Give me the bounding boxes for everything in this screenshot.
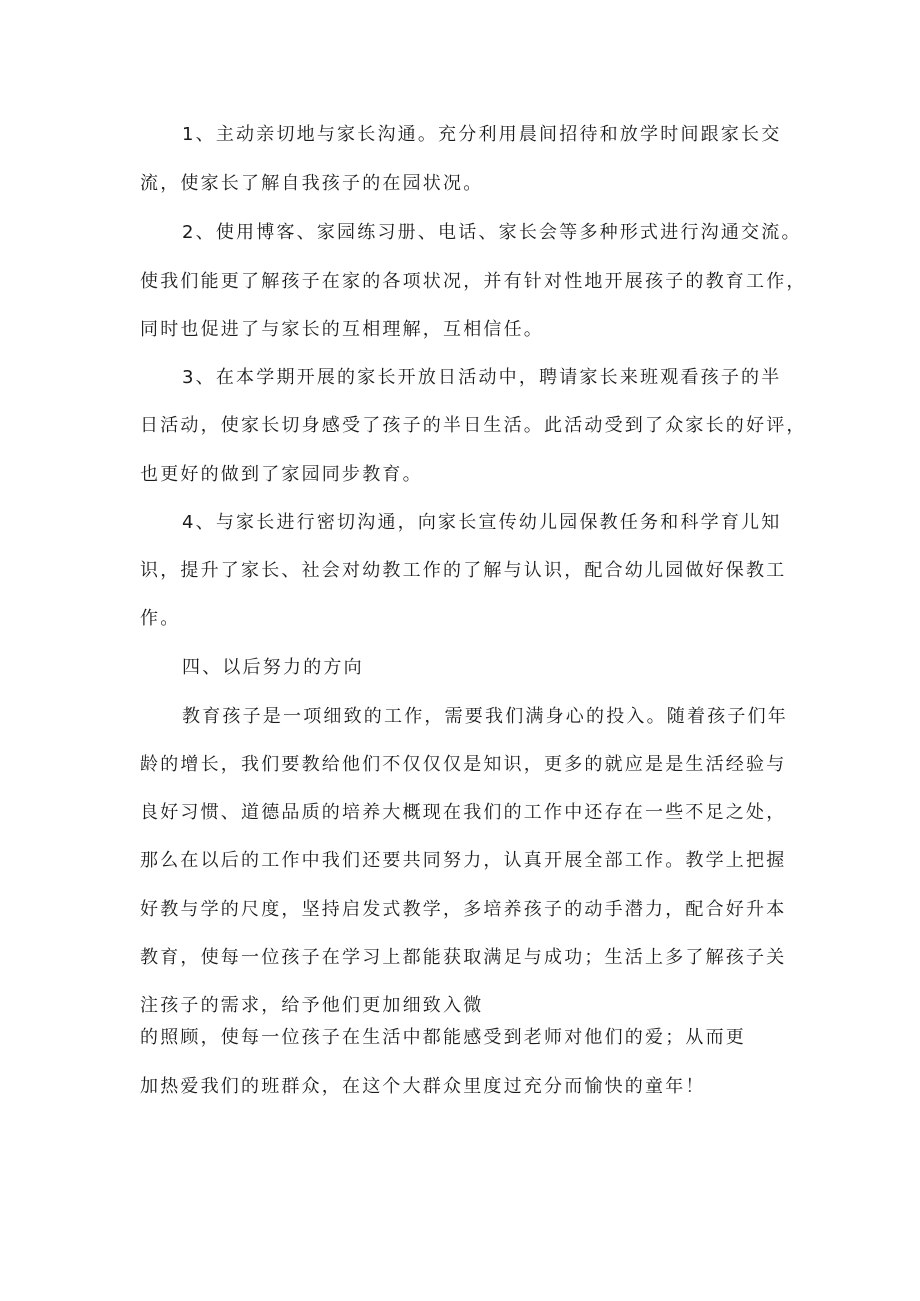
paragraph-2-line-1: 2、使用博客、家园练习册、电话、家长会等多种形式进行沟通交流。 [182, 222, 802, 243]
paragraph-3-line-3: 也更好的做到了家园同步教育。 [140, 464, 423, 485]
section-heading: 四、以后努力的方向 [182, 657, 364, 678]
paragraph-3-line-1: 3、在本学期开展的家长开放日活动中，聘请家长来班观看孩子的半 [182, 367, 782, 388]
paragraph-5-line-8: 的照顾，使每一位孩子在生活中都能感受到老师对他们的爱；从而更 [140, 1027, 746, 1048]
paragraph-5-line-4: 那么在以后的工作中我们还要共同努力，认真开展全部工作。教学上把握 [140, 850, 787, 871]
paragraph-1-line-1: 1、主动亲切地与家长沟通。充分利用晨间招待和放学时间跟家长交 [182, 124, 782, 145]
paragraph-5-line-5: 好教与学的尺度，坚持启发式教学，多培养孩子的动手潜力，配合好升本 [140, 899, 787, 920]
paragraph-5-line-1: 教育孩子是一项细致的工作，需要我们满身心的投入。随着孩子们年 [182, 706, 788, 727]
paragraph-5-line-9: 加热爱我们的班群众，在这个大群众里度过充分而愉快的童年！ [140, 1076, 706, 1097]
paragraph-3-line-2: 日活动，使家长切身感受了孩子的半日生活。此活动受到了众家长的好评， [140, 415, 807, 436]
paragraph-4-line-1: 4、与家长进行密切沟通，向家长宣传幼儿园保教任务和科学育儿知 [182, 512, 782, 533]
paragraph-2-line-2: 使我们能更了解孩子在家的各项状况，并有针对性地开展孩子的教育工作， [140, 271, 807, 292]
paragraph-4-line-2: 识，提升了家长、社会对幼教工作的了解与认识，配合幼儿园做好保教工 [140, 560, 787, 581]
paragraph-5-line-7: 注孩子的需求，给予他们更加细致入微 [140, 995, 484, 1016]
paragraph-5-line-3: 良好习惯、道德品质的培养大概现在我们的工作中还存在一些不足之处， [140, 802, 787, 823]
paragraph-5-line-6: 教育，使每一位孩子在学习上都能获取满足与成功；生活上多了解孩子关 [140, 947, 787, 968]
paragraph-5-line-2: 龄的增长，我们要教给他们不仅仅仅是知识，更多的就应是是生活经验与 [140, 754, 787, 775]
paragraph-1-line-2: 流，使家长了解自我孩子的在园状况。 [140, 173, 484, 194]
paragraph-4-line-3: 作。 [140, 608, 181, 629]
paragraph-2-line-3: 同时也促进了与家长的互相理解，互相信任。 [140, 319, 544, 340]
